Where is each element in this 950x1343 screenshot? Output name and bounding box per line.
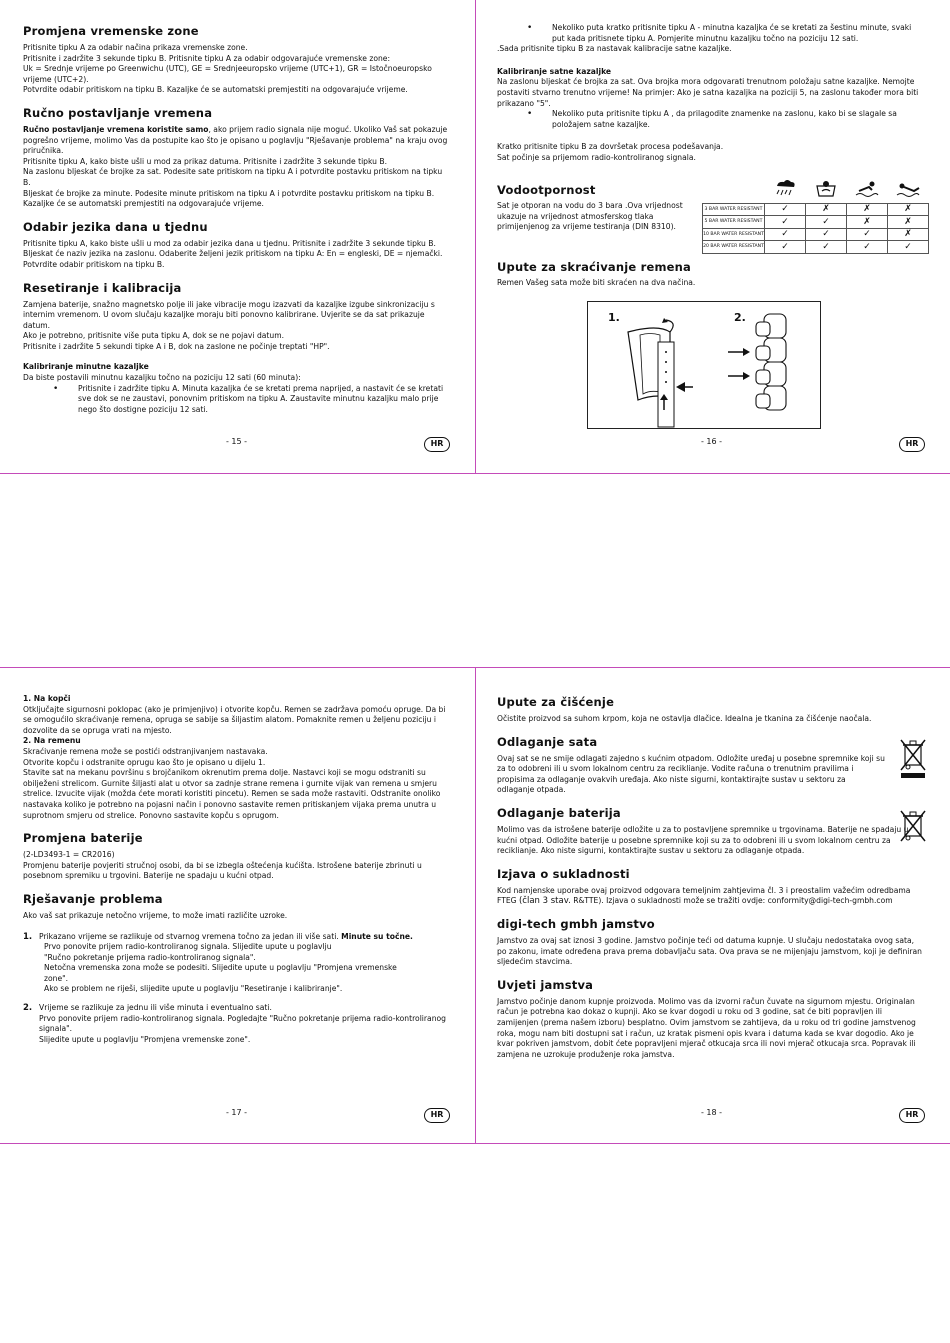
paragraph: Pritisnite i zadržite 5 sekundi tipke A i B, dok na zaslone ne počinje treptati "HP". — [23, 341, 330, 351]
text: (član 3 stav. — [518, 896, 571, 907]
rain-icon — [765, 178, 806, 203]
bullet-list — [497, 109, 922, 130]
clasp-illustration — [588, 302, 822, 430]
paragraph: Potvrdite odabir pritiskom na tipku B. — [23, 259, 165, 269]
paragraph: Pritisnite tipku A, kako biste ušli u mod za prikaz datuma. Pritisnite i zadržite 3 sekunde tipku B. — [23, 156, 388, 166]
section-title: Promjena vremenske zone — [23, 24, 199, 38]
section-title: Odabir jezika dana u tjednu — [23, 219, 208, 234]
table-cell-label: 10 BAR WATER RESISTANT — [703, 228, 765, 241]
page-18 — [497, 695, 922, 1070]
paragraph: Skraćivanje remena može se postići odstranjivanjem nastavaka. — [23, 746, 268, 756]
section-title: Promjena baterije — [23, 831, 143, 846]
paragraph: Očistite proizvod sa suhom krpom, koja ne ostavlja dlačice. Idealna je tkanina za čišćenje naočala. — [497, 714, 872, 723]
paragraph — [39, 932, 451, 943]
paragraph: Ako vaš sat prikazuje netočno vrijeme, to može imati različite uzroke. — [23, 910, 288, 920]
table-cell-mark: ✗ — [888, 216, 929, 229]
page-17 — [23, 694, 451, 1053]
section-title: Vodootpornost — [497, 183, 596, 197]
table-cell-label: 3 BAR WATER RESISTANT — [703, 203, 765, 216]
table-cell-mark: ✓ — [765, 228, 806, 241]
swim-icon — [847, 178, 888, 203]
paragraph: Bljeskat će brojke za minute. Podesite minute pritiskom na tipku A i potvrdite postavku pritiskom na tipku B. — [23, 188, 435, 198]
crossed-bin-icon — [898, 737, 928, 785]
subheading: Kalibriranje satne kazaljke — [497, 66, 612, 76]
section-title: Odlaganje sata — [497, 734, 598, 749]
table-cell-label: 5 BAR WATER RESISTANT — [703, 216, 765, 229]
section-title: Resetiranje i kalibracija — [23, 280, 182, 295]
paragraph — [23, 125, 448, 157]
paragraph: .Sada pritisnite tipku B za nastavak kalibracije satne kazaljke. — [497, 44, 732, 54]
dive-icon — [888, 178, 929, 203]
paragraph: Pritisnite tipku A, kako biste ušli u mod za odabir jezika dana u tjednu. Pritisnite i zadržite 3 sekunde tipku B. — [23, 238, 436, 248]
language-badge: HR — [899, 1108, 925, 1123]
table-row — [703, 228, 929, 241]
table-cell-mark: ✓ — [806, 216, 847, 229]
figure-label: 1. — [608, 311, 620, 324]
paragraph: Remen Vašeg sata može biti skraćen na dva načina. — [497, 278, 696, 287]
text: Kod namjenske uporabe ovaj proizvod odgovara temeljnim zahtjevima čl. 3 i preostalim važećim odredbama FTEG — [497, 885, 911, 906]
table-row — [703, 203, 929, 216]
table-cell-mark: ✗ — [888, 203, 929, 216]
paragraph: Stavite sat na mekanu površinu s brojčanikom okrenutim prema dolje. Nastavci koji se mogu odstraniti su obilježeni strelicom. Gurnite šiljasti alat u otvor sa zadnje strane remena i gurnite vijak van remena u smjeru strelice. Izvucite vijak (možda ćete morati koristiti pincetu). Remen se sada može rastaviti. Odstranite onoliko nastavaka koliko je potrebno na pojasni način i ponovno sastavite remen pritiskanjem vijaka prema unutra u suprotnom smjeru od strelice. Ponovno sastavite kopču s oprugom. — [23, 768, 441, 820]
paragraph: Jamstvo počinje danom kupnje proizvoda. Molimo vas da izvorni račun čuvate na sigurnom mjestu. Originalan račun je potrebna kao dokaz o kupnji. Ako se kvar dogodi u roku od 3 godine, sat će biti popravljen ili zamijenjen (prema našem izboru) besplatno. Ovim jamstvom se zahtijeva, da u roku od tri godine jamstvenog roka, mogu nam biti dostupni sat i račun, uz kratak pismeni opis kvara i datuma kada se kvar dogodio. Ako je kvar pokriven jamstvom, dobit ćete popravljeni mjerač otkucaja srca ili novi mjerač otkucaja srca. Popravak ili zamjena ne uzrokuje produženje roka jamstva. — [497, 996, 916, 1059]
list-item: • Nekoliko puta kratko pritisnite tipku A - minutna kazaljka će se kretati za šestinu minute, svaki put kada pritisnete tipku A. Pomjerite minutnu kazaljku točno na poziciju 12 sati. — [497, 23, 922, 44]
table-cell-mark: ✓ — [806, 228, 847, 241]
table-cell-mark: ✓ — [847, 241, 888, 254]
subheading: 1. Na kopči — [23, 694, 71, 703]
paragraph: Na zaslonu bljeskat će brojka za sat. Ova brojka mora odgovarati trenutnom položaju satne kazaljke. Nemojte postaviti stvarno trenutno vrijeme! Na primjer: Ako je satna kazaljka na poziciji 5, na zaslonu također mora biti prikazano "5". — [497, 77, 919, 108]
list-number: 1. — [23, 931, 33, 942]
bullet-list — [497, 23, 922, 44]
table-row — [703, 241, 929, 254]
crossed-bin-icon — [898, 808, 928, 848]
page-15 — [23, 24, 448, 415]
paragraph: Uk = Srednje vrijeme po Greenwichu (UTC), GE = Srednjeeuropsko vrijeme (UTC+1), GR = Istočnoeuropsko vrijeme (UTC+2). — [23, 64, 432, 84]
bold-text: Ručno postavljanje vremena koristite samo — [23, 124, 209, 134]
paragraph: Ako je potrebno, pritisnite više puta tipku A, dok se ne pojavi datum. — [23, 331, 285, 341]
text: , ako prijem radio signala nije moguć. Ukoliko Vaš sat pokazuje pogrešno vrijeme, molimo Vas da postupite kao što je opisano u poglavlju "Rješavanje problema" na kraju ovog priručnika. — [23, 124, 448, 156]
water-resistance-table — [702, 178, 929, 254]
paragraph: Prvo ponovite prijem radio-kontroliranog signala. Pogledajte "Ručno pokretanje prijema radio-kontroliranog signala". — [39, 1013, 446, 1034]
table-cell-mark: ✗ — [888, 228, 929, 241]
section-title: Upute za čišćenje — [497, 695, 615, 709]
paragraph: Slijedite upute u poglavlju "Promjena vremenske zone". — [39, 1034, 251, 1044]
paragraph: Ako se problem ne riješi, slijedite upute u poglavlju "Resetiranje i kalibriranje". — [44, 984, 343, 994]
table-cell-label: 20 BAR WATER RESISTANT — [703, 241, 765, 254]
section-title: digi-tech gmbh jamstvo — [497, 916, 655, 931]
paragraph: Ovaj sat se ne smije odlagati zajedno s kućnim otpadom. Odložite uređaj u posebne spremnike koji su za to odobreni ili u svom lokalnom centru za reciklianje. Vodite računa o trenutnim pravilima i propisima za odlaganje ovakvih uređaja. Ako niste sigurni, kontaktirajte sustav u sektoru za odlaganje otpada. — [497, 753, 885, 795]
table-cell-mark: ✓ — [888, 241, 929, 254]
section-title: Ručno postavljanje vremena — [23, 105, 213, 120]
table-cell-mark: ✓ — [765, 203, 806, 216]
page-number: - 15 - — [226, 437, 248, 446]
table-header-empty — [703, 178, 765, 203]
table-row — [703, 216, 929, 229]
numbered-list — [23, 932, 451, 1046]
paragraph: Na zaslonu bljeskat će brojke za sat. Podesite sate pritiskom na tipku A i potvrdite postavku pritiskom na tipku B. — [23, 167, 443, 187]
strap-figure — [587, 301, 821, 429]
section-title: Odlaganje baterija — [497, 805, 621, 820]
paragraph: Zamjena baterije, snažno magnetsko polje ili jake vibracije mogu izazvati da kazaljke izgube sinkronizaciju s internim vremenom. U ovom slučaju kazaljke moraju biti ponovno kalibrirane. Uvjerite se da sat prikazuje datum. — [23, 299, 435, 330]
list-item — [23, 1003, 451, 1045]
text: R&TTE). Izjava o sukladnosti može se tražiti ovdje: conformity@digi-tech-gmbh.com — [570, 896, 893, 906]
page-number: - 17 - — [226, 1108, 248, 1117]
list-item: • Nekoliko puta pritisnite tipku A , da prilagodite znamenke na zaslonu, kako bi se slagale sa položajem satne kazaljke. — [497, 109, 922, 130]
page-16 — [497, 23, 922, 164]
page-number: - 18 - — [701, 1108, 723, 1117]
table-cell-mark: ✓ — [765, 216, 806, 229]
paragraph: Da biste postavili minutnu kazaljku točno na poziciju 12 sati (60 minuta): — [23, 373, 301, 383]
bullet-list — [23, 384, 448, 416]
table-header-row — [703, 178, 929, 203]
paragraph: Pritisnite i zadržite 3 sekunde tipku B. Pritisnite tipku A za odabir odgovarajuće vremenske zone: — [23, 53, 391, 63]
paragraph: Netočna vremenska zona može se podesiti. Slijedite upute u poglavlju "Promjena vremenske zone". — [44, 963, 397, 983]
section-title: Uvjeti jamstva — [497, 977, 594, 992]
paragraph: Molimo vas da istrošene baterije odložite u za to postavljene spremnike u trgovinama. Baterije ne spadaju u kućni otpad. Odložite baterije u posebne spremnike koji su za to odobreni ili u svom lokalnom centru za reciklianje. Ako niste sigurni, kontaktirajte sustav u sektoru za odlaganje otpada. — [497, 824, 909, 856]
paragraph: (2-LD3493-1 = CR2016) — [23, 850, 115, 860]
table-cell-mark: ✓ — [847, 228, 888, 241]
paragraph: Promjenu baterije povjeriti stručnoj osobi, da bi se izbegla oštećenja kućišta. Istrošene baterije zbrinuti u posebnom spremiku u trgovini. Baterije ne spadaju u kućni otpad. — [23, 860, 422, 881]
section-title: Rješavanje problema — [23, 891, 163, 906]
paragraph: Bljeskat će naziv jezika na zaslonu. Odaberite željeni jezik pritiskom na tipku A: En = engleski, DE = njemački. — [23, 249, 443, 259]
paragraph: Otvorite kopču i odstranite oprugu kao što je opisano u dijelu 1. — [23, 757, 266, 767]
table-cell-mark: ✓ — [806, 241, 847, 254]
page-number: - 16 - — [701, 437, 723, 446]
section-title: Upute za skraćivanje remena — [497, 260, 691, 274]
paragraph: Otključajte sigurnosni poklopac (ako je primjenjivo) i otvorite kopču. Remen se zadržava pomoću opruge. Da bi se omogućilo skraćivanje remena, opruga se sabije sa šiljastim alatom. Pomaknite remen u željenu poziciju i dozvolite da se opruga vrati na mjesto. — [23, 704, 446, 735]
figure-label: 2. — [734, 311, 746, 324]
list-number: 2. — [23, 1003, 33, 1014]
subheading: 2. Na remenu — [23, 736, 81, 746]
table-cell-mark: ✗ — [806, 203, 847, 216]
text: Prikazano vrijeme se razlikuje od stvarnog vremena točno za jedan ili više sati. — [39, 931, 342, 941]
subheading: Kalibriranje minutne kazaljke — [23, 362, 149, 372]
paragraph: Potvrdite odabir pritiskom na tipku B. Kazaljke će se automatski premjestiti na odgovarajuće vrijeme. — [23, 85, 408, 95]
language-badge: HR — [424, 437, 450, 452]
table-cell-mark: ✗ — [847, 203, 888, 216]
paragraph: Kratko pritisnite tipku B za dovršetak procesa podešavanja. — [497, 142, 724, 152]
table-cell-mark: ✓ — [765, 241, 806, 254]
language-badge: HR — [424, 1108, 450, 1123]
paragraph: Jamstvo za ovaj sat iznosi 3 godine. Jamstvo počinje teći od datuma kupnje. U slučaju nedostataka ovog sata, po zakonu, imate određena prava prema dobavljaču sata. Ova prava se ne mijenjaju jamstvom, koji je definiran sljedećim stavcima. — [497, 935, 922, 967]
handwash-icon — [806, 178, 847, 203]
section-title: Izjava o sukladnosti — [497, 866, 630, 881]
paragraph: Pritisnite tipku A za odabir načina prikaza vremenske zone. — [23, 43, 248, 52]
list-item — [23, 932, 451, 996]
bold-text: Minute su točne. — [341, 931, 413, 941]
paragraph: Vrijeme se razlikuje za jednu ili više minuta i eventualno sati. — [39, 1003, 272, 1013]
table-cell-mark: ✗ — [847, 216, 888, 229]
list-item: • Pritisnite i zadržite tipku A. Minuta kazaljka će se kretati prema naprijed, a nastavit će se kretati sve dok se ne zaustavi, ponovnim pritiskom na tipku A. Zaustavite minutnu kazaljku malo prije nego što dostigne poziciju 12 sati. — [23, 384, 448, 416]
paragraph: Sat je otporan na vodu do 3 bara .Ova vrijednost ukazuje na vrijednost atmosferskog tlaka primijenjenog za vrijeme testiranja (DIN 8310). — [497, 201, 683, 232]
paragraph: Sat počinje sa prijemom radio-kontroliranog signala. — [497, 152, 696, 162]
paragraph: Prvo ponovite prijem radio-kontroliranog signala. Slijedite upute u poglavlju "Ručno pokretanje prijema radio-kontroliranog signala". — [44, 942, 332, 962]
language-badge: HR — [899, 437, 925, 452]
paragraph — [497, 886, 922, 907]
paragraph: Kazaljke će se automatski premjestiti na odgovarajuće vrijeme. — [23, 199, 264, 209]
